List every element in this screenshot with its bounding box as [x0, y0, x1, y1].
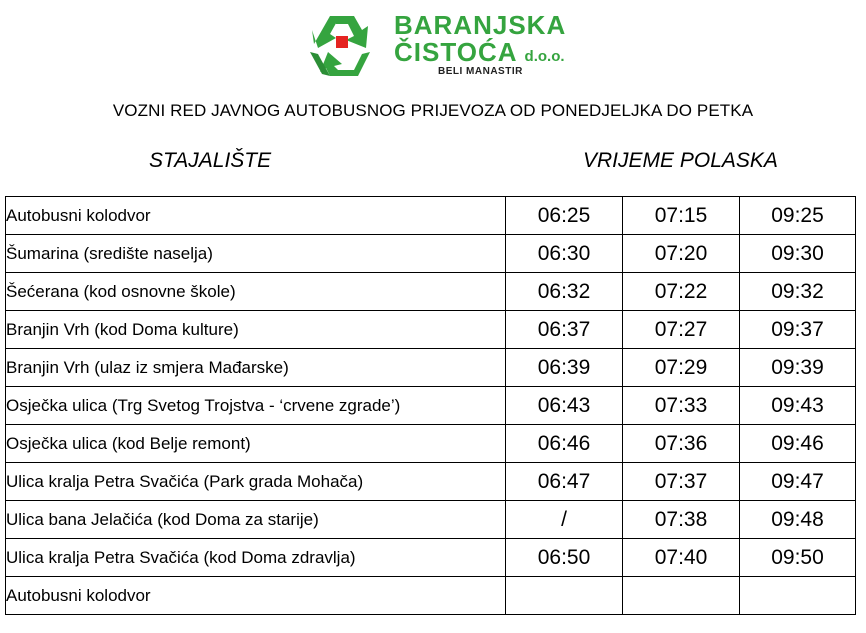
time-cell: 09:39 — [740, 349, 856, 387]
stop-cell: Ulica kralja Petra Svačića (Park grada Mohača) — [6, 463, 506, 501]
table-row — [6, 349, 856, 387]
time-cell: 07:22 — [623, 273, 740, 311]
table-row — [6, 463, 856, 501]
time-cell: 09:47 — [740, 463, 856, 501]
table-row — [6, 425, 856, 463]
time-cell: 09:43 — [740, 387, 856, 425]
table-row — [6, 501, 856, 539]
time-cell: 07:15 — [623, 197, 740, 235]
header-departure: VRIJEME POLASKA — [583, 149, 778, 172]
time-cell: 07:27 — [623, 311, 740, 349]
time-cell: 06:50 — [506, 539, 623, 577]
time-cell: 06:37 — [506, 311, 623, 349]
stop-cell: Šumarina (središte naselja) — [6, 235, 506, 273]
time-cell — [506, 577, 623, 615]
time-cell: 06:32 — [506, 273, 623, 311]
table-row — [6, 273, 856, 311]
time-cell: 06:39 — [506, 349, 623, 387]
timetable — [5, 196, 856, 615]
time-cell: 09:37 — [740, 311, 856, 349]
time-cell: 09:50 — [740, 539, 856, 577]
stop-cell: Osječka ulica (kod Belje remont) — [6, 425, 506, 463]
page-title: VOZNI RED JAVNOG AUTOBUSNOG PRIJEVOZA OD PONEDJELJKA DO PETKA — [112, 101, 754, 120]
stop-cell: Ulica kralja Petra Svačića (kod Doma zdravlja) — [6, 539, 506, 577]
table-row — [6, 387, 856, 425]
time-cell: 09:32 — [740, 273, 856, 311]
stop-cell: Šećerana (kod osnovne škole) — [6, 273, 506, 311]
time-cell: 06:25 — [506, 197, 623, 235]
time-cell: 09:25 — [740, 197, 856, 235]
stop-cell: Osječka ulica (Trg Svetog Trojstva - ‘crvene zgrade’) — [6, 387, 506, 425]
time-cell: / — [506, 501, 623, 539]
table-row — [6, 577, 856, 615]
time-cell: 07:40 — [623, 539, 740, 577]
company-logo — [300, 4, 566, 84]
company-name-line2: ČISTOĆA — [394, 37, 518, 67]
time-cell — [623, 577, 740, 615]
time-cell: 09:48 — [740, 501, 856, 539]
table-row — [6, 539, 856, 577]
table-row — [6, 197, 856, 235]
time-cell: 06:47 — [506, 463, 623, 501]
time-cell: 07:37 — [623, 463, 740, 501]
time-cell: 07:36 — [623, 425, 740, 463]
time-cell: 07:33 — [623, 387, 740, 425]
legal-form: d.o.o. — [524, 48, 565, 65]
company-name: BARANJSKA — [394, 10, 567, 40]
stop-cell: Autobusni kolodvor — [6, 577, 506, 615]
table-row — [6, 311, 856, 349]
time-cell: 07:29 — [623, 349, 740, 387]
table-row — [6, 235, 856, 273]
stop-cell: Autobusni kolodvor — [6, 197, 506, 235]
recycle-icon — [300, 4, 384, 84]
time-cell: 06:30 — [506, 235, 623, 273]
time-cell: 09:30 — [740, 235, 856, 273]
header-stop: STAJALIŠTE — [149, 149, 272, 172]
company-city: BELI MANASTIR — [438, 66, 523, 77]
stop-cell: Branjin Vrh (kod Doma kulture) — [6, 311, 506, 349]
stop-cell: Ulica bana Jelačića (kod Doma za starije) — [6, 501, 506, 539]
time-cell: 06:43 — [506, 387, 623, 425]
time-cell: 06:46 — [506, 425, 623, 463]
stop-cell: Branjin Vrh (ulaz iz smjera Mađarske) — [6, 349, 506, 387]
time-cell: 09:46 — [740, 425, 856, 463]
time-cell: 07:20 — [623, 235, 740, 273]
time-cell: 07:38 — [623, 501, 740, 539]
time-cell — [740, 577, 856, 615]
